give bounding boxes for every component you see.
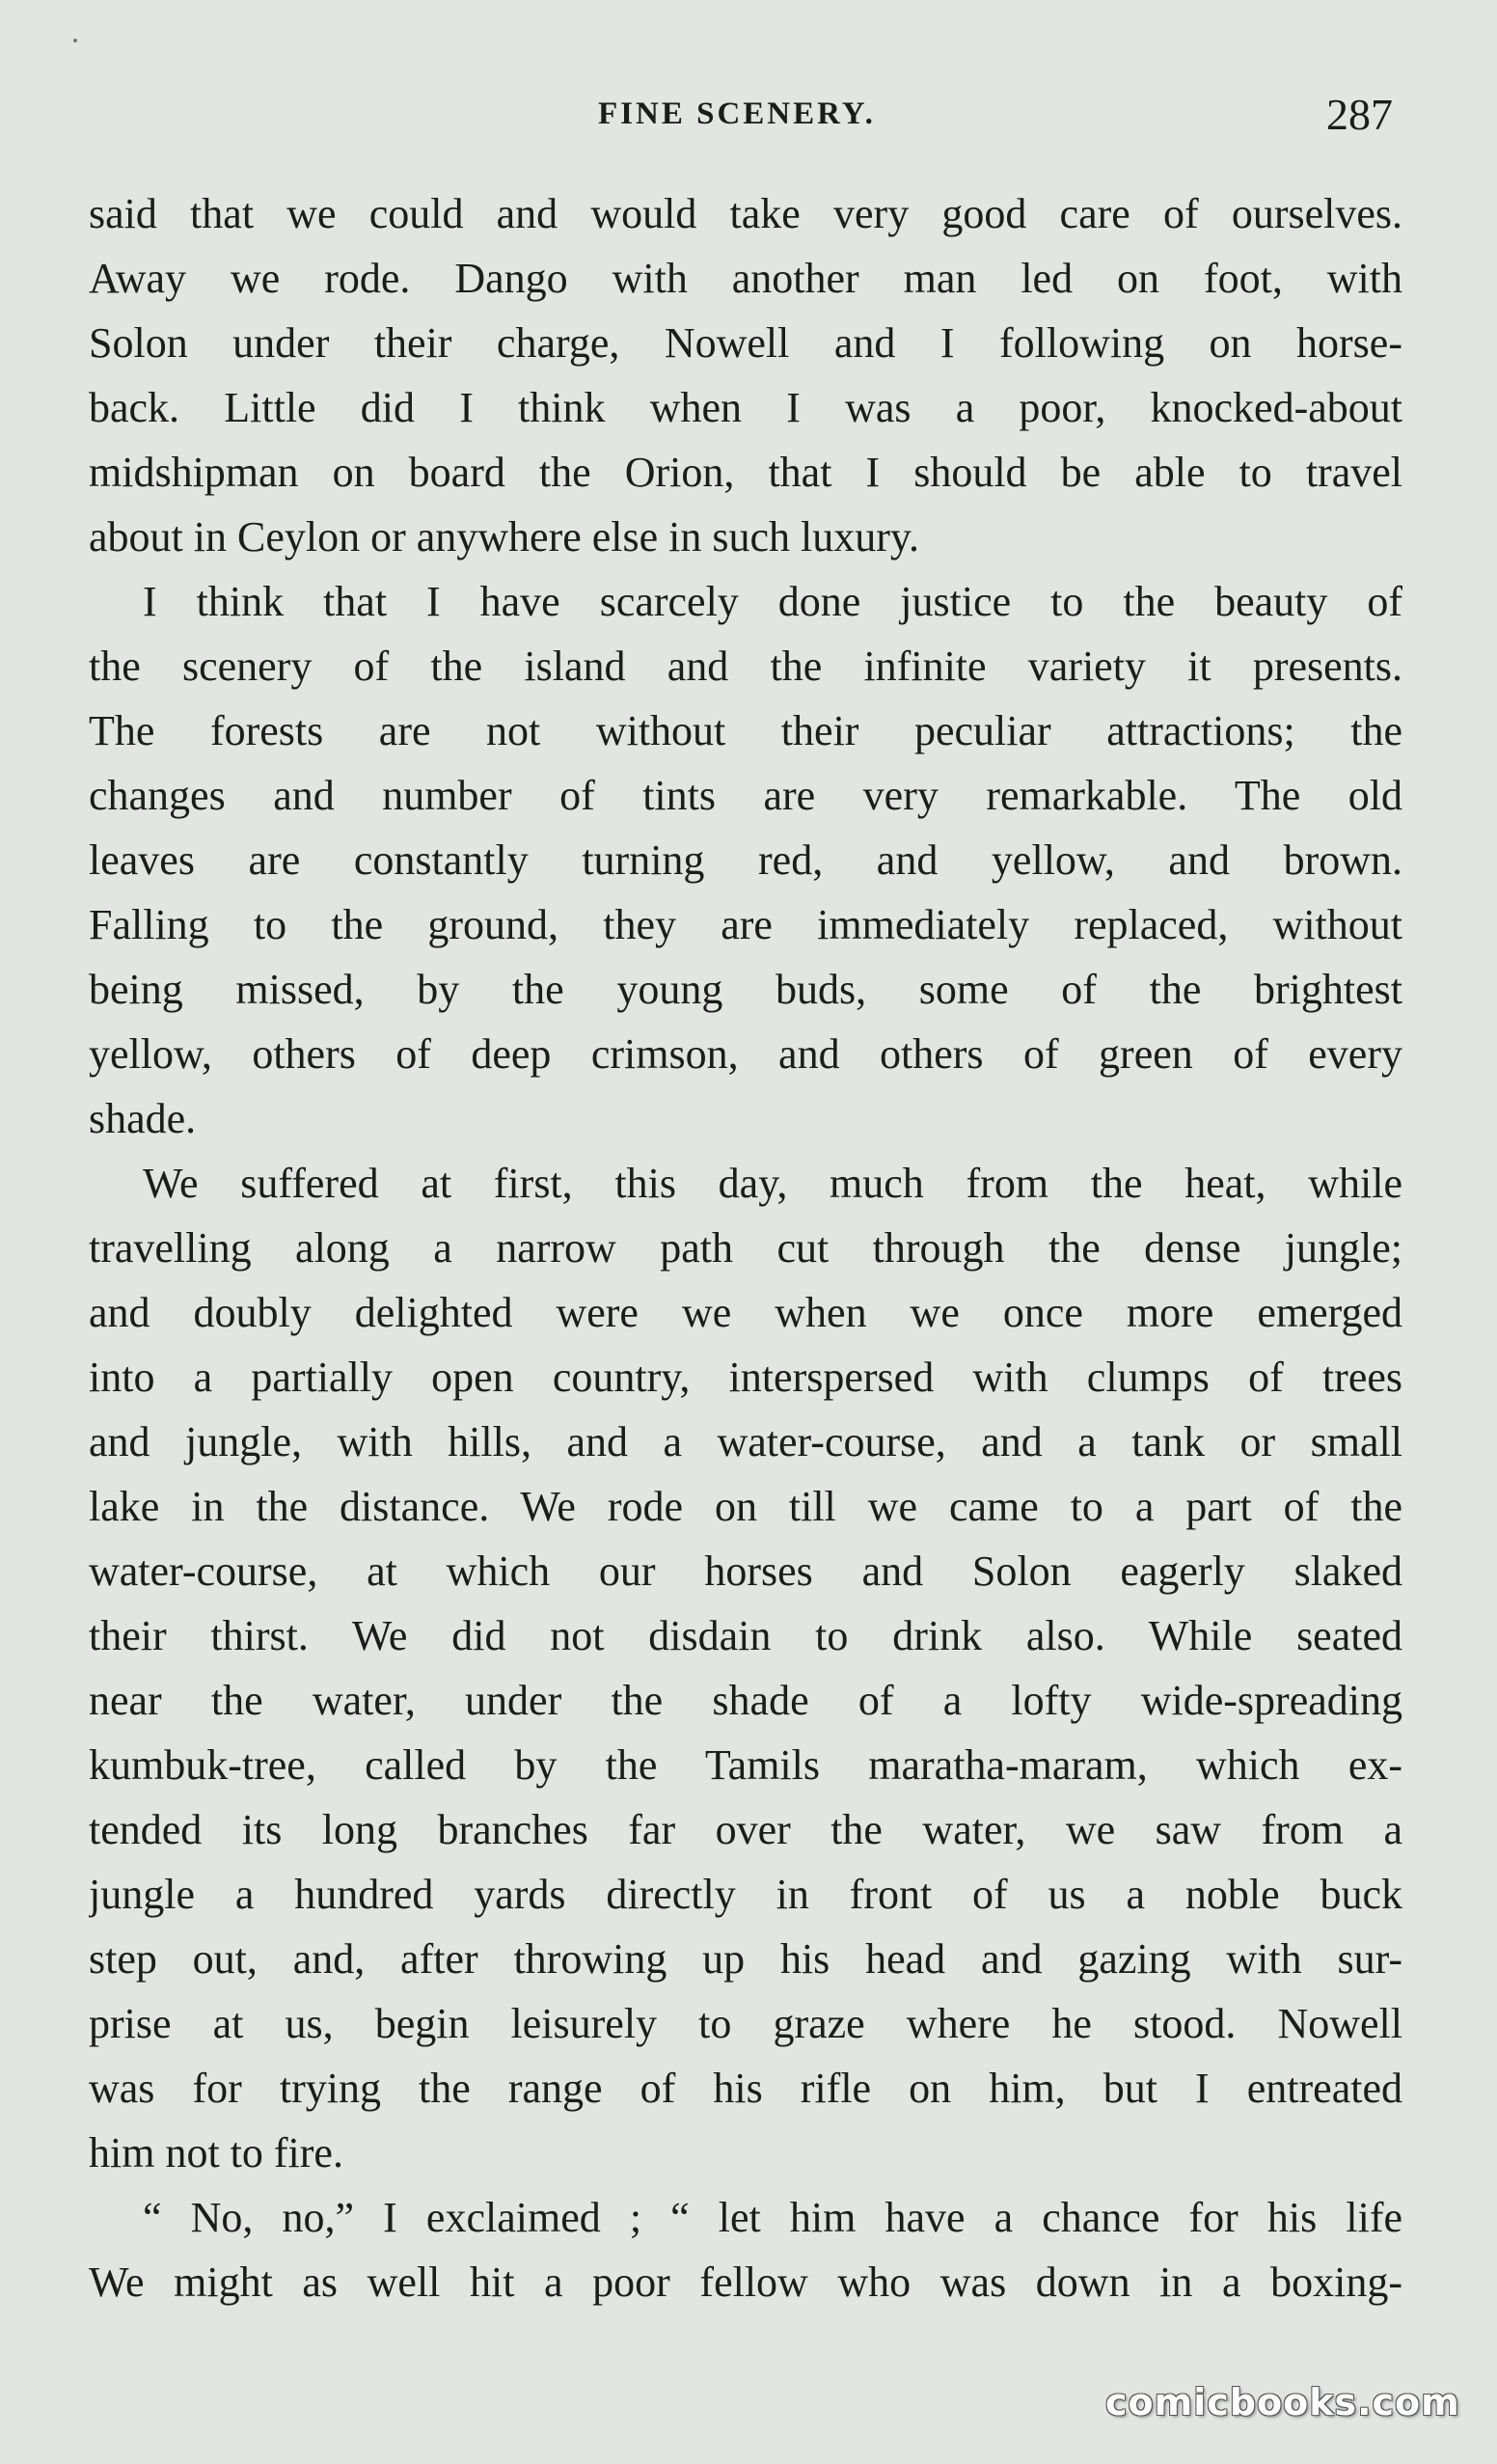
text-line: The forests are not without their peculiar attractions; the: [89, 707, 1402, 754]
text-line: prise at us, begin leisurely to graze where he stood. Nowell: [89, 2000, 1402, 2047]
text-line: lake in the distance. We rode on till we came to a part of the: [89, 1483, 1402, 1530]
text-line: jungle a hundred yards directly in front of us a noble buck: [89, 1871, 1402, 1918]
text-line: We suffered at first, this day, much from the heat, while: [143, 1160, 1402, 1207]
text-line: about in Ceylon or anywhere else in such luxury.: [89, 513, 920, 561]
text-line: I think that I have scarcely done justice to the beauty of: [143, 578, 1402, 625]
text-line: being missed, by the young buds, some of the brightest: [89, 966, 1402, 1013]
text-line: Away we rode. Dango with another man led on foot, with: [89, 255, 1402, 302]
text-line: midshipman on board the Orion, that I should be able to travel: [89, 449, 1402, 496]
stray-ink-mark: [73, 39, 77, 42]
text-line: “ No, no,” I exclaimed ; “ let him have a chance for his life: [143, 2194, 1402, 2241]
text-line: him not to fire.: [89, 2129, 343, 2177]
text-line: water-course, at which our horses and Solon eagerly slaked: [89, 1547, 1402, 1595]
text-line: their thirst. We did not disdain to drink also. While seated: [89, 1612, 1402, 1659]
text-line: Falling to the ground, they are immediately replaced, without: [89, 901, 1402, 948]
body-text: [89, 181, 1402, 2314]
text-line: changes and number of tints are very remarkable. The old: [89, 772, 1402, 819]
text-line: and jungle, with hills, and a water-course, and a tank or small: [89, 1418, 1402, 1465]
text-line: back. Little did I think when I was a poor, knocked-about: [89, 384, 1402, 431]
text-line: near the water, under the shade of a lofty wide-spreading: [89, 1677, 1402, 1724]
text-line: leaves are constantly turning red, and yellow, and brown.: [89, 836, 1402, 884]
text-line: was for trying the range of his rifle on him, but I entreated: [89, 2065, 1402, 2112]
text-line: the scenery of the island and the infinite variety it presents.: [89, 643, 1402, 690]
watermark: comicbooks.com: [1105, 2381, 1460, 2423]
running-head-title: FINE SCENERY.: [598, 96, 876, 131]
running-head: [0, 89, 1497, 147]
text-line: travelling along a narrow path cut through the dense jungle;: [89, 1224, 1402, 1272]
text-line: shade.: [89, 1095, 197, 1142]
text-line: Solon under their charge, Nowell and I following on horse-: [89, 319, 1402, 367]
page-number: 287: [1326, 90, 1393, 139]
text-line: yellow, others of deep crimson, and others of green of every: [89, 1030, 1402, 1078]
text-line: and doubly delighted were we when we once more emerged: [89, 1289, 1402, 1336]
text-line: step out, and, after throwing up his head and gazing with sur-: [89, 1935, 1402, 1983]
text-line: tended its long branches far over the water, we saw from a: [89, 1806, 1402, 1853]
text-line: said that we could and would take very good care of ourselves.: [89, 190, 1402, 237]
text-line: into a partially open country, interspersed with clumps of trees: [89, 1354, 1402, 1401]
text-line: kumbuk-tree, called by the Tamils maratha-maram, which ex-: [89, 1741, 1402, 1789]
text-line: We might as well hit a poor fellow who was down in a boxing-: [89, 2259, 1402, 2306]
